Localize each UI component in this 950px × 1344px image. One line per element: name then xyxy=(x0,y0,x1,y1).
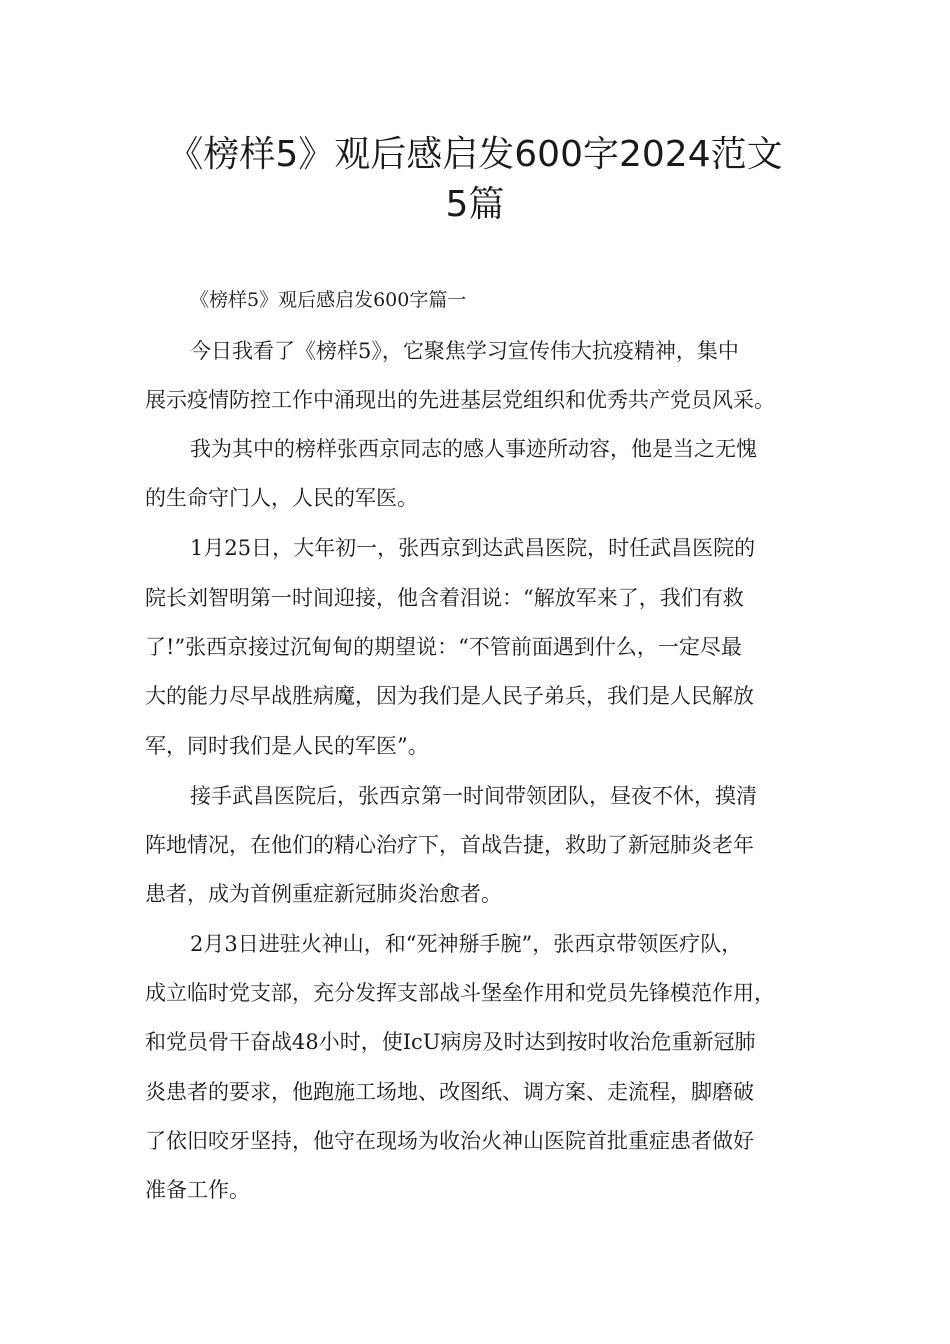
paragraph-line: 2月3日进驻火神山，和“死神掰手腕”，张西京带领医疗队， xyxy=(190,932,743,956)
paragraph-line: 我为其中的榜样张西京同志的感人事迹所动容，他是当之无愧 xyxy=(190,437,757,461)
document-title-line-2: 5篇 xyxy=(445,184,505,225)
paragraph-line: 了依旧咬牙坚持，他守在现场为收治火神山医院首批重症患者做好 xyxy=(145,1129,754,1153)
paragraph-line: 准备工作。 xyxy=(145,1178,250,1202)
paragraph-line: 的生命守门人，人民的军医。 xyxy=(145,486,418,510)
paragraph-line: 成立临时党支部，充分发挥支部战斗堡垒作用和党员先锋模范作用， xyxy=(145,981,775,1005)
paragraph-line: 了!”张西京接过沉甸甸的期望说：“不管前面遇到什么，一定尽最 xyxy=(145,635,742,659)
paragraph-line: 和党员骨干奋战48小时，使IcU病房及时达到按时收治危重新冠肺 xyxy=(145,1030,756,1054)
paragraph-line: 展示疫情防控工作中涌现出的先进基层党组织和优秀共产党员风采。 xyxy=(145,388,775,412)
paragraph-line: 1月25日，大年初一，张西京到达武昌医院，时任武昌医院的 xyxy=(190,536,756,560)
paragraph-line: 阵地情况，在他们的精心治疗下，首战告捷，救助了新冠肺炎老年 xyxy=(145,833,754,857)
paragraph-line: 炎患者的要求，他跑施工场地、改图纸、调方案、走流程，脚磨破 xyxy=(145,1080,754,1104)
paragraph-line: 今日我看了《榜样5》，它聚焦学习宣传伟大抗疫精神，集中 xyxy=(190,339,739,363)
paragraph-line: 患者，成为首例重症新冠肺炎治愈者。 xyxy=(145,882,502,906)
paragraph-line: 大的能力尽早战胜病魔，因为我们是人民子弟兵，我们是人民解放 xyxy=(145,684,754,708)
section-heading: 《榜样5》观后感启发600字篇一 xyxy=(190,289,467,311)
paragraph-line: 接手武昌医院后，张西京第一时间带领团队，昼夜不休，摸清 xyxy=(190,784,757,808)
document-title-line-1: 《榜样5》观后感启发600字2024范文 xyxy=(167,134,783,175)
paragraph-line: 军，同时我们是人民的军医”。 xyxy=(145,734,429,758)
paragraph-line: 院长刘智明第一时间迎接，他含着泪说：“解放军来了，我们有救 xyxy=(145,586,744,610)
